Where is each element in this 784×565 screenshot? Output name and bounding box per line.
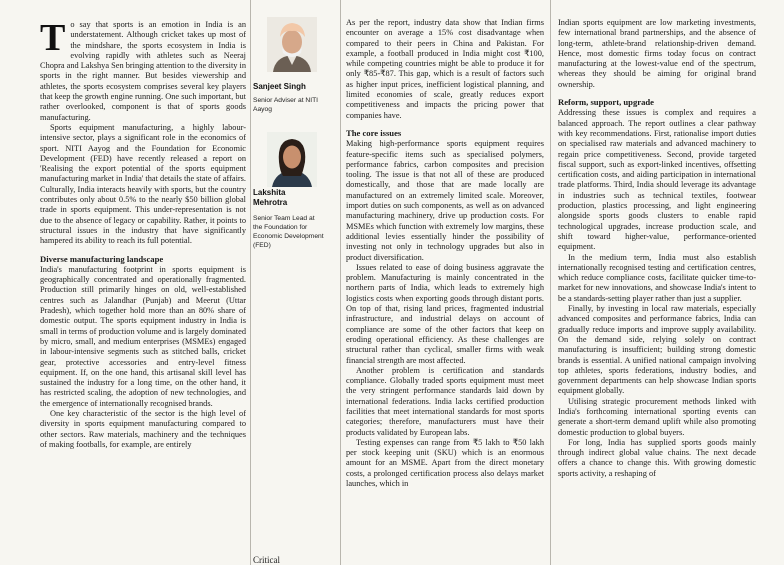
article-column-2 <box>346 0 544 565</box>
paragraph: Finally, by investing in local raw materials, especially advanced composites and performance fabrics, India can gradually reduce imports and improve supply availability. On the demand side, relying solely on contract manufacturing is insufficient; building strong domestic brands is essential. A unified national campaign involving top athletes, sports federations, industry bodies, and government departments can help showcase Indian sports equipment globally. <box>558 304 756 396</box>
author-portrait-icon <box>267 132 317 187</box>
column-1-text <box>40 17 246 450</box>
author-photo <box>267 17 317 72</box>
section-heading: The core issues <box>346 127 402 138</box>
author-photo <box>267 132 317 187</box>
paragraph: Testing expenses can range from ₹5 lakh to ₹50 lakh per stock keeping unit (SKU) which is an enormous amount for an MSME. Apart from the direct monetary costs, a prolonged certification process also delays market launches, which in <box>346 437 544 489</box>
author-portrait-icon <box>267 17 317 72</box>
author-name: Sanjeet Singh <box>253 82 306 91</box>
paragraph: Another problem is certification and standards compliance. Globally traded sports equipment must meet the very stringent performance standards laid down by international federations. India lacks certified production facilities that meet international standards for most sports categories; therefore, manufacturers must have their products validated by European labs. <box>346 365 544 437</box>
paragraph: In the medium term, India must also establish internationally recognised testing and certification centres, which reduce compliance costs, facilitate quicker time-to-market for new innovations, and showcase India's intent to be a standards-setting player rather than just a supplier. <box>558 252 756 303</box>
section-heading: Reform, support, upgrade <box>558 97 654 108</box>
paragraph: One key characteristic of the sector is the high level of diversity in sports equipment manufacturing compared to other sectors. Raw materials, machinery and the techniques of making footballs, for example, are entirely <box>40 408 246 449</box>
drop-cap: T <box>40 17 66 59</box>
author-sidebar <box>253 0 338 565</box>
sidebar-footer-text: Critical <box>253 555 280 565</box>
paragraph: Indian sports equipment are low marketing investments, few international brand partnerships, and the absence of long-term, athlete-brand relationship-driven demand. Hence, most domestic firms today focus on contract manufacturing at the lowest-value end of the spectrum, whereas they should be aiming for original brand ownership. <box>558 18 756 89</box>
paragraph: For long, India has supplied sports goods mainly through indirect global value chains. The next decade offers a chance to change this. With growing domestic sports activity, a reshaping of <box>558 437 756 478</box>
paragraph: Sports equipment manufacturing, a highly labour-intensive sector, plays a significant role in the economics of sport. NITI Aayog and the Foundation for Economic Development (FED) have recently released a report on 'Realising the export potential of the sports equipment manufacturing market in India' that details the state of affairs. Culturally, India interacts heavily with sports, but the country contributes only about 0.5% to the nearly $50 billion global trade in sports equipment. This under-representation is not due to the absence of legacy or capability. Rather, it points to structural issues in the industry that have significantly hampered its ability to reach its full potential. <box>40 122 246 246</box>
column-divider <box>550 0 551 565</box>
article-column-3 <box>558 0 756 565</box>
author-role: Senior Adviser at NITI Aayog <box>253 97 319 113</box>
paragraph: Making high-performance sports equipment requires feature-specific items such as specialised polymers, performance fabrics, carbon composites and precision tooling. The issue is that not all of these are produced domestically, and those that are made locally are manufactured on an extremely limited scale. Moreover, import duties on such components, as well as on advanced manufacturing machinery, drive up production costs. For MSMEs which function with extremely low margins, these additional levies essentially hinder the possibility of investing not only in technology upgrades but also in product diversification. <box>346 139 544 262</box>
paragraph: Addressing these issues is complex and requires a balanced approach. The report outlines a clear pathway with key recommendations. First, rationalise import duties on specialised raw materials and advanced machinery to regain price competitiveness. Second, provide targeted fiscal support, such as export-linked incentives, offsetting certification costs, and aiding participation in international trade platforms. Third, India should leverage its advantage in industries such as technical textiles, footwear production, plastics processing, and light engineering alongside sports goods clusters to enable rapid technological upgrades, increase production scale, and shift toward higher-value, performance-oriented equipment. <box>558 108 756 252</box>
column-divider <box>340 0 341 565</box>
author-name: Lakshita Mehrotra <box>253 188 288 207</box>
column-3-text <box>558 18 756 479</box>
paragraph: As per the report, industry data show that Indian firms encounter on average a 15% cost disadvantage when compared to their peers in China and Pakistan. For example, a football produced in India might cost ₹100, while competing countries might be able to produce it for only ₹85-₹87. This gap, which is a result of factors such as higher input prices, inefficient logistical planning, and limited economies of scale, greatly reduces export competitiveness and impacts the pricing power that companies have. <box>346 18 544 120</box>
column-2-text <box>346 18 544 489</box>
paragraph: India's manufacturing footprint in sports equipment is geographically concentrated and operationally fragmented. Production still primarily hinges on old, well-established centres such as Jalandhar (Punjab) and Meerut (Uttar Pradesh), which together hold more than an 80% share of domestic output. The sports equipment industry in India is small in terms of production volume and is largely dominated by micro, small, and medium enterprises (MSMEs) engaged in labour-intensive segments such as stitched balls, cricket gear, protective accessories and entry-level fitness equipment. If, on the one hand, this artisanal skill level has sustained the industry for a long time, on the other hand, it has restricted scaling, the adoption of new technologies, and the emergence of internationally recognised brands. <box>40 264 246 408</box>
author-role: Senior Team Lead at the Foundation for Economic Development (FED) <box>253 215 324 249</box>
article-column-1 <box>40 0 246 565</box>
paragraph: Issues related to ease of doing business aggravate the problem. Manufacturing is mainly concentrated in the northern parts of India, which leads to extremely high logistics costs when exporting goods through distant ports. On top of that, rising land prices, fragmented industrial infrastructure, and industrial delays on account of compliance are some of the other factors that keep on eroding operational efficiency. As these challenges are structural rather than cyclical, smaller firms with weak financial strength are most affected. <box>346 262 544 365</box>
column-divider <box>250 0 251 565</box>
intro-paragraph: To say that sports is an emotion in India is an understatement. Although cricket takes up most of the mindshare, the sports ecosystem in India is evolving rapidly with athletes such as Neeraj Chopra and Lakshya Sen bringing attention to the diversity in sports in the right manner. But besides viewership and athletes, the sports ecosystem comprises several key players that keep the growth engine running. One such important, but rather overlooked, component is that of sports goods manufacturing. <box>40 17 246 122</box>
section-heading: Diverse manufacturing landscape <box>40 253 164 264</box>
paragraph: Utilising strategic procurement methods linked with India's forthcoming international sporting events can generate a short-term demand uplift while also promoting domestic production to global buyers. <box>558 396 756 437</box>
